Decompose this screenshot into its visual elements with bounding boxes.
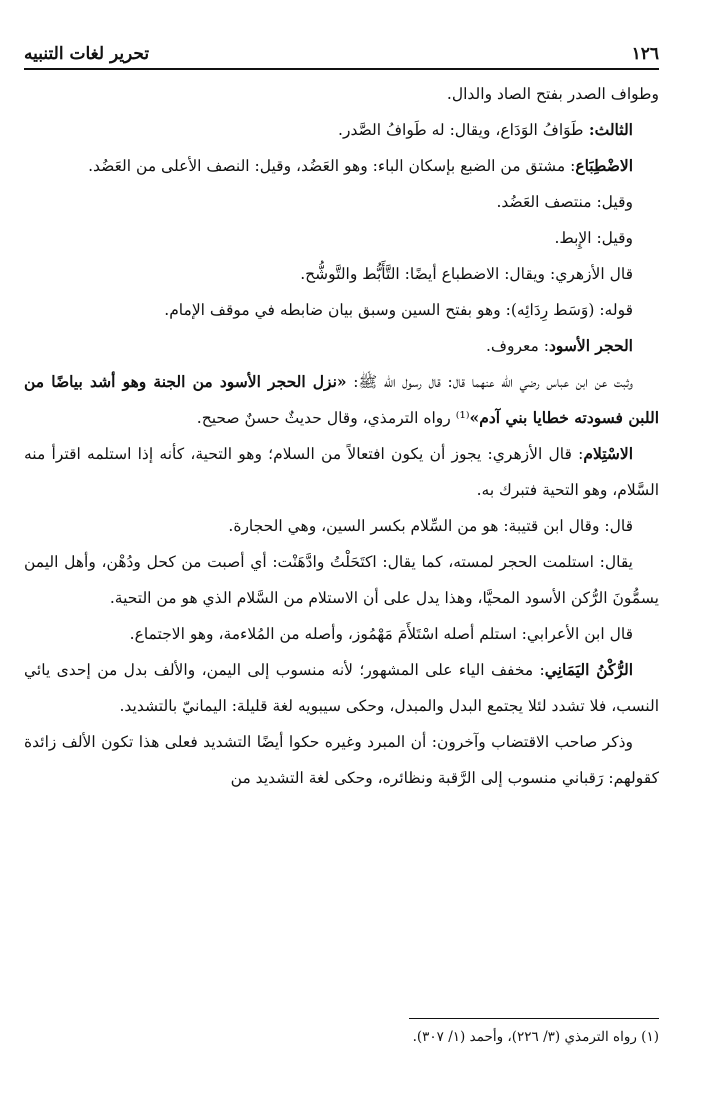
header-rule [24,68,659,70]
text-run: وقيل: الإِبط. [554,229,633,247]
page-header [24,36,659,64]
text-run: : قال الأزهري: يجوز أن يكون افتعالاً من السلام؛ وهو التحية، كأنه إذا استلمه اقترأ منه السَّلام، وهو التحية فتبرك به. [24,445,659,499]
text-run: وذكر صاحب الاقتضاب وآخرون: أن المبرد وغيره حكوا أيضًا التشديد فعلى هذا تكون الألف زائدة كقولهم: رَقباني منسوب إلى الرَّقبة ونظائره، وحكى لغة التشديد من [24,733,659,787]
footnote-rule [409,1018,659,1019]
text-run: قال ابن الأعرابي: استلم أصله اسْتَلأَمَ مَهْمُوز، وأصله من المُلاءمة، وهو الاجتماع. [129,625,633,643]
paragraph [24,148,659,184]
paragraph [24,616,659,652]
text-run: : مشتق من الضبع بإسكان الباء: وهو العَضُد، وقيل: النصف الأعلى من العَضُد. [88,157,576,175]
body-text [24,76,659,796]
running-title: تحرير لغات التنبيه [24,44,150,64]
text-run: قال: وقال ابن قتيبة: هو من السِّلام بكسر السين، وهي الحجارة. [228,517,633,535]
text-run: وطواف الصدر بفتح الصاد والدال. [446,85,659,103]
text-run: وقيل: منتصف العَضُد. [496,193,633,211]
bold-term: الثالث: [583,120,633,139]
bold-term: الاضْطِبَاع [575,156,633,175]
paragraph [24,220,659,256]
paragraph [24,544,659,616]
bold-term: «نزل الحجر الأسود من الجنة وهو أشد بياضًا من اللبن فسودته خطايا بني آدم» [24,372,659,427]
text-run: ⁽¹⁾ رواه الترمذي، وقال حديثٌ حسنٌ صحيح. [196,409,470,427]
paragraph [24,184,659,220]
text-run: : مخفف الياء على المشهور؛ لأنه منسوب إلى اليمن، والألف بدل من إحدى يائي النسب، فلا تشدد لئلا يجتمع البدل والمبدل، وحكى سيبويه لغة قليلة: اليمانيّ بالتشديد. [24,661,659,715]
paragraph [24,328,659,364]
paragraph [24,508,659,544]
paragraph [24,76,659,112]
bold-term: الاسْتِلام [583,444,633,463]
text-run: طَوَافُ الوَدَاع، ويقال: له طَوافُ الصَّدر. [338,121,584,139]
paragraph [24,652,659,724]
text-run: يقال: استلمت الحجر لمسته، كما يقال: اكتَحَلْتُ وادَّهَنْت: أي أصبت من كحل ودُهْن، وأهل اليمن يسمُّونَ الرُّكن الأسود المحيَّا، وهذا يدل على أن الاستلام من السَّلام الذي هو من التحية. [24,553,659,607]
paragraph [24,112,659,148]
page-number: ١٢٦ [631,44,659,64]
text-run: قوله: (وَسَط رِدَائِه): وهو بفتح السين وسبق بيان ضابطه في موقف الإمام. [164,301,633,319]
text-run: قال الأزهري: ويقال: الاضطباع أيضًا: التَّأَبُّط والتَّوشُّح. [300,265,633,283]
text-run: : معروف. [485,337,549,355]
bold-term: الحجر الأسود [548,336,633,355]
paragraph [24,256,659,292]
paragraph [24,724,659,796]
text-run: وثبت عن ابن عباس رضي الله عنهما قال: قال رسول الله ﷺ: [346,373,633,391]
paragraph [24,364,659,436]
footnote: (١) رواه الترمذي (٣/ ٢٢٦)، وأحمد (١/ ٣٠٧). [412,1029,659,1045]
paragraph [24,436,659,508]
bold-term: الرُّكْنُ اليَمَانِي [544,660,634,679]
paragraph [24,292,659,328]
